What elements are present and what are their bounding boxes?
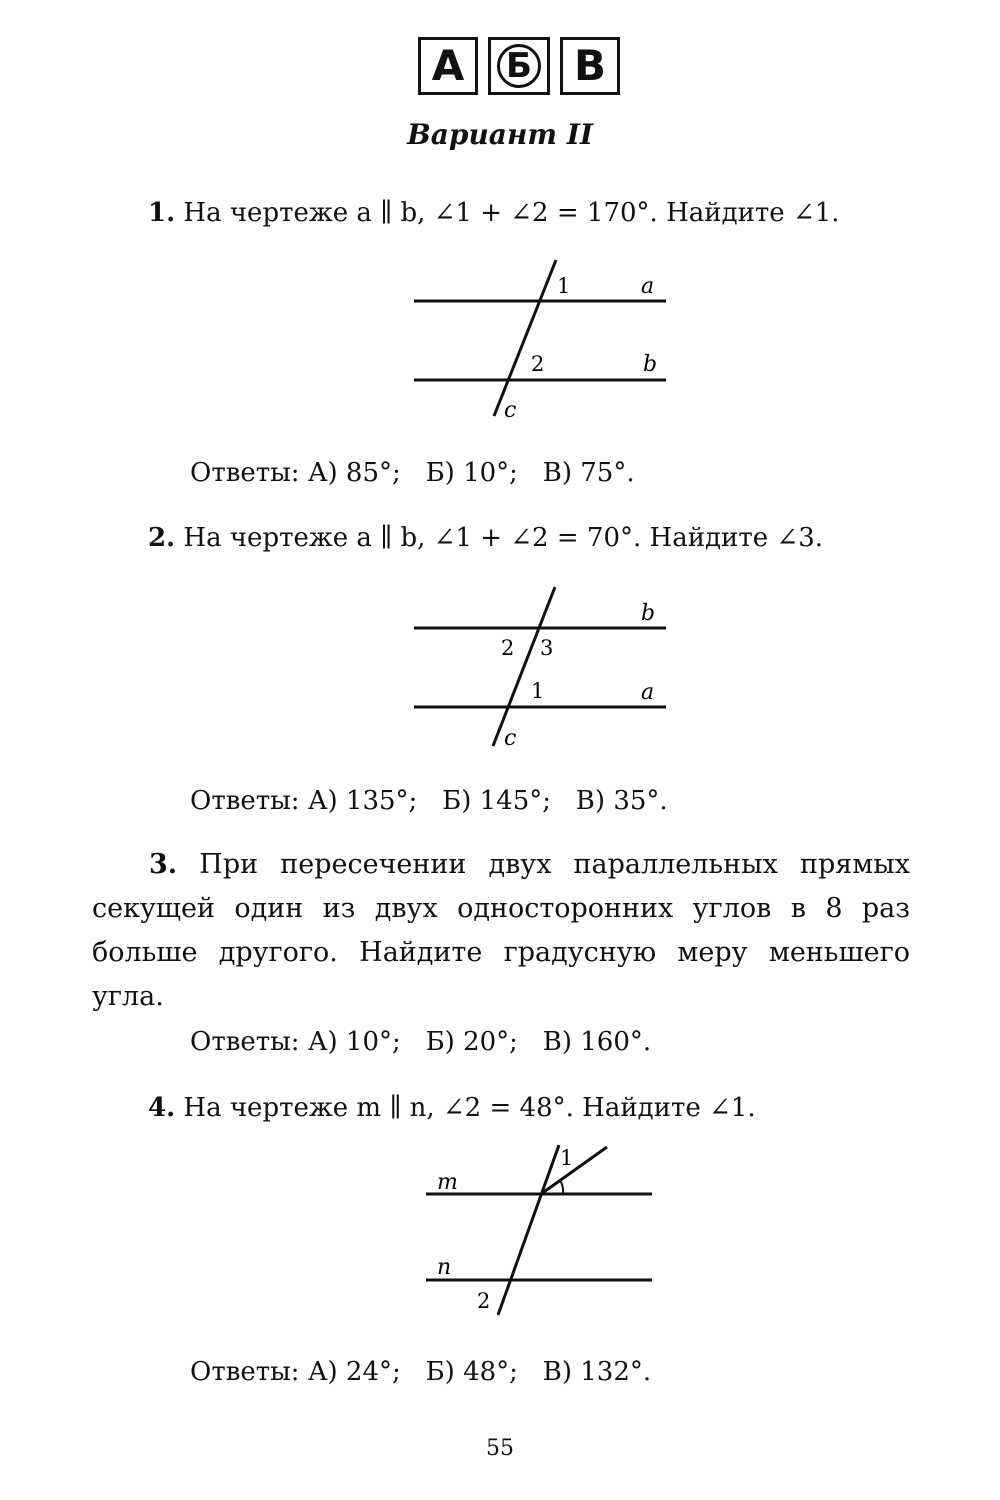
variant-box-v [560, 37, 620, 95]
problem-1-number: 1. [148, 198, 176, 228]
angle-3-label: 3 [540, 636, 554, 660]
line-a-label: a [641, 680, 655, 705]
angle-1-label: 1 [560, 1146, 574, 1170]
problem-2 [148, 523, 823, 554]
problem-4 [148, 1093, 756, 1124]
problem-1-answers [190, 458, 635, 489]
variant-letter-v: В [573, 41, 606, 90]
transversal-c [493, 587, 555, 746]
angle-1-label: 1 [531, 679, 545, 703]
angle-2-label: 2 [501, 636, 515, 660]
answers-options: А) 135°; Б) 145°; В) 35°. [307, 786, 668, 816]
problem-3 [92, 843, 910, 1019]
answers-options: А) 10°; Б) 20°; В) 160°. [307, 1027, 652, 1057]
angle-2-label: 2 [531, 352, 545, 376]
angle-2-label: 2 [477, 1289, 491, 1313]
transversal-c-label: c [504, 726, 517, 751]
variant-box-b-selected [488, 37, 550, 95]
answers-label: Ответы: [190, 1027, 300, 1057]
variant-box-a [418, 37, 478, 95]
line-n-label: n [437, 1255, 452, 1280]
line-m-label: m [437, 1170, 458, 1195]
problem-3-number: 3. [149, 849, 178, 880]
problem-3-answers [190, 1027, 651, 1058]
angle-1-label: 1 [557, 274, 571, 298]
variant-letter-b-circled: Б [497, 44, 541, 88]
problem-4-answers [190, 1357, 651, 1388]
problem-4-text: На чертеже m ∥ n, ∠2 = 48°. Найдите ∠1. [183, 1093, 756, 1123]
problem-2-text: На чертеже a ∥ b, ∠1 + ∠2 = 70°. Найдите ∠3. [183, 523, 823, 553]
answers-label: Ответы: [190, 786, 300, 816]
answers-options: А) 24°; Б) 48°; В) 132°. [307, 1357, 652, 1387]
angle-1-arc [560, 1180, 563, 1194]
problem-2-answers [190, 786, 668, 817]
answers-options: А) 85°; Б) 10°; В) 75°. [307, 458, 635, 488]
answers-label: Ответы: [190, 458, 300, 488]
transversal-c-label: c [504, 398, 517, 423]
line-a-label: a [641, 274, 655, 299]
problem-1-figure [400, 250, 690, 430]
problem-3-text: При пересечении двух параллельных прямых секущей один из двух односторонних углов в 8 раз больше другого. Найдите градусную меру меньшего угла. [92, 849, 910, 1012]
problem-4-figure [410, 1135, 670, 1325]
problem-4-number: 4. [148, 1093, 176, 1123]
transversal-c [494, 260, 556, 416]
variant-letter-a: А [431, 41, 465, 90]
line-b-label: b [641, 601, 656, 626]
page-number: 55 [486, 1436, 514, 1461]
variant-title: Вариант II [407, 118, 593, 151]
problem-2-figure [400, 580, 690, 760]
transversal [498, 1145, 559, 1315]
problem-2-number: 2. [148, 523, 176, 553]
answers-label: Ответы: [190, 1357, 300, 1387]
line-b-label: b [643, 352, 658, 377]
problem-1-text: На чертеже a ∥ b, ∠1 + ∠2 = 170°. Найдите ∠1. [183, 198, 840, 228]
problem-1 [148, 198, 840, 229]
